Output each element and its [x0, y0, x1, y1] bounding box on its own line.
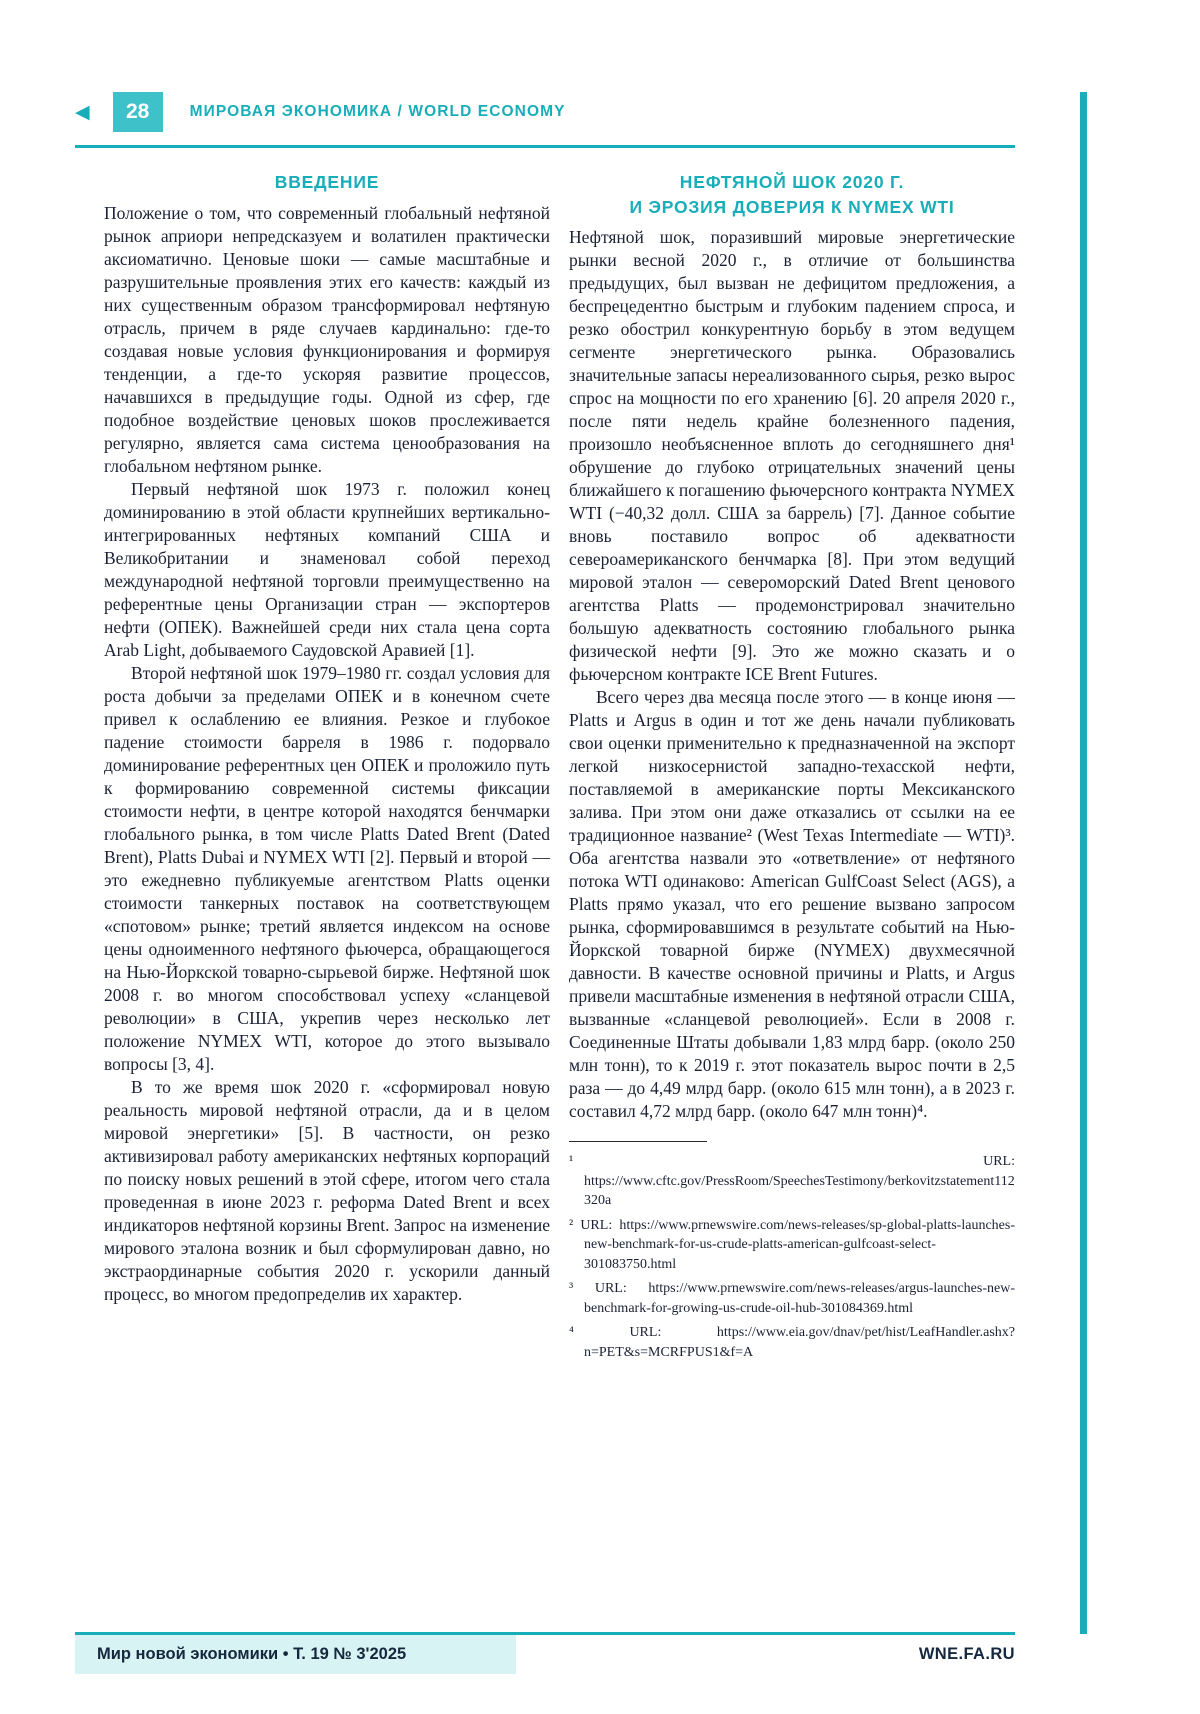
journal-website: WNE.FA.RU [918, 1645, 1015, 1663]
introduction-paragraphs [104, 202, 550, 1306]
footnote: ³ URL: https://www.prnewswire.com/news-releases/argus-launches-new-benchmark-for-growing-us-crude-oil-hub-301084369.html [569, 1281, 1015, 1316]
running-head: МИРОВАЯ ЭКОНОМИКА / WORLD ECONOMY [189, 103, 566, 120]
section-heading-oil-shock [569, 170, 1015, 219]
back-arrow-icon: ◀ [75, 100, 90, 123]
footnote: ¹ URL: https://www.cftc.gov/PressRoom/SpeechesTestimony/berkovitzstatement112320a [569, 1154, 1015, 1208]
paragraph: Второй нефтяной шок 1979–1980 гг. создал условия для роста добычи за пределами ОПЕК и в конечном счете привел к ослаблению ее влияния. Резкое и глубокое падение стоимости барреля в 1986 г. подорвало доминирование референтных цен ОПЕК и проложило путь к формированию современной системы фиксации стоимости нефти, в центре которой находятся бенчмарки глобального рынка, в том числе Platts Dated Brent (Dated Brent), Platts Dubai и NYMEX WTI [2]. Первый и второй — это ежедневно публикуемые агентством Platts оценки стоимости танкерных поставок на соответствующем «спотовом» рынке; третий является индексом на основе цены одноименного нефтяного фьючерса, обращающегося на Нью-Йоркской товарно-сырьевой бирже. Нефтяной шок 2008 г. во многом способствовал успеху «сланцевой революции» в США, укрепив через несколько лет положение NYMEX WTI, которое до этого вызывало вопросы [3, 4]. [104, 662, 550, 1074]
paragraph: Нефтяной шок, поразивший мировые энергетические рынки весной 2020 г., в отличие от большинства предыдущих, был вызван не дефицитом предложения, а беспрецедентно быстрым и глубоким падением спроса, и резко обострил конкурентную борьбу в этом ведущем сегменте энергетического рынка. Образовались значительные запасы нереализованного сырья, резко вырос спрос на мощности по его хранению [6]. 20 апреля 2020 г., после пяти недель крайне болезненного падения, произошло необъясненное вплоть до сегодняшнего дня¹ обрушение до глубоко отрицательных значений цены ближайшего к погашению фьючерсного контракта NYMEX WTI (−40,32 долл. США за баррель) [7]. Данное событие вновь поставило вопрос об адекватности североамериканского бенчмарка [8]. При этом ведущий мировой эталон — североморский Dated Brent ценового агентства Platts — продемонстрировал значительно большую адекватность состоянию глобального рынка физической нефти [9]. Это же можно сказать и о фьючерсном контракте ICE Brent Futures. [569, 227, 1015, 684]
page-header [75, 92, 1015, 132]
footnote-divider [569, 1141, 707, 1142]
section-heading-line-2: И ЭРОЗИЯ ДОВЕРИЯ К NYMEX WTI [629, 196, 955, 217]
footnote: ⁴ URL: https://www.eia.gov/dnav/pet/hist/LeafHandler.ashx?n=PET&s=MCRFPUS1&f=A [569, 1325, 1015, 1360]
left-column [104, 170, 550, 1367]
paragraph: Положение о том, что современный глобальный нефтяной рынок априори непредсказуем и волатилен практически аксиоматично. Ценовые шоки — самые масштабные и разрушительные проявления этих его качеств: каждый из них существенным образом трансформировал нефтяную отрасль, причем в ряде случаев кардинально: где-то создавая новые условия функционирования и формируя тенденции, а где-то ускоряя развитие процессов, начавшихся в предыдущие годы. Одной из сфер, где подобное воздействие ценовых шоков прослеживается регулярно, является сама система ценообразования на глобальном нефтяном рынке. [104, 202, 550, 476]
right-column [569, 170, 1015, 1367]
oil-shock-paragraphs [569, 226, 1015, 1123]
section-heading-introduction: ВВЕДЕНИЕ [274, 172, 380, 192]
article-body [104, 170, 1015, 1367]
footnote-list [569, 1152, 1015, 1362]
page-edge-stripe [1080, 92, 1087, 1634]
footnotes [569, 1141, 1015, 1362]
section-heading-line-1: НЕФТЯНОЙ ШОК 2020 Г. [679, 172, 905, 192]
paragraph: Всего через два месяца после этого — в конце июня — Platts и Argus в один и тот же день начали публиковать свои оценки применительно к предназначенной на экспорт легкой низкосернистой западно-техасской нефти, поставляемой в американские порты Мексиканского залива. При этом они даже отказались от ссылки на ее традиционное название² (West Texas Intermediate — WTI)³. Оба агентства назвали это «ответвление» от нефтяного потока WTI одинаково: American GulfCoast Select (AGS), а Platts прямо указал, что его решение вызвано запросом рынка, сформировавшимся в результате событий на Нью-Йоркской товарной бирже (NYMEX) двухмесячной давности. В качестве основной причины и Platts, и Argus привели масштабные изменения в нефтяной отрасли США, вызванные «сланцевой революцией». Если в 2008 г. Соединенные Штаты добывали 1,83 млрд барр. (около 250 млн тонн), то к 2019 г. этот показатель вырос почти в 2,5 раза — до 4,49 млрд барр. (около 615 млн тонн), а в 2023 г. составил 4,72 млрд барр. (около 647 млн тонн)⁴. [569, 687, 1015, 1121]
header-divider [75, 145, 1015, 148]
footnote: ² URL: https://www.prnewswire.com/news-releases/sp-global-platts-launches-new-benchmark-for-us-crude-platts-american-gulfcoast-select-301083750.html [569, 1217, 1015, 1272]
page-footer [75, 1632, 1015, 1674]
page-number-badge: 28 [113, 92, 163, 132]
paragraph: Первый нефтяной шок 1973 г. положил конец доминированию в этой области крупнейших вертикально-интегрированных нефтяных компаний США и Великобритании и знаменовал собой переход международной нефтяной торговли преимущественно на референтные цены Организации стран — экспортеров нефти (ОПЕК). Важнейшей среди них стала цена сорта Arab Light, добываемого Саудовской Аравией [1]. [104, 478, 550, 660]
journal-title-issue: Мир новой экономики • Т. 19 № 3'2025 [75, 1635, 516, 1674]
paragraph: В то же время шок 2020 г. «сформировал новую реальность мировой нефтяной отрасли, да и в целом мировой энергетики» [5]. В частности, он резко активизировал работу американских нефтяных корпораций по поиску новых решений в этой сфере, итогом чего стала проведенная в июне 2023 г. реформа Dated Brent и всех индикаторов нефтяной корзины Brent. Запрос на изменение мирового эталона возник и был сформулирован давно, но экстраординарные события 2020 г. ускорили данный процесс, во многом предопределив их характер. [104, 1076, 550, 1304]
